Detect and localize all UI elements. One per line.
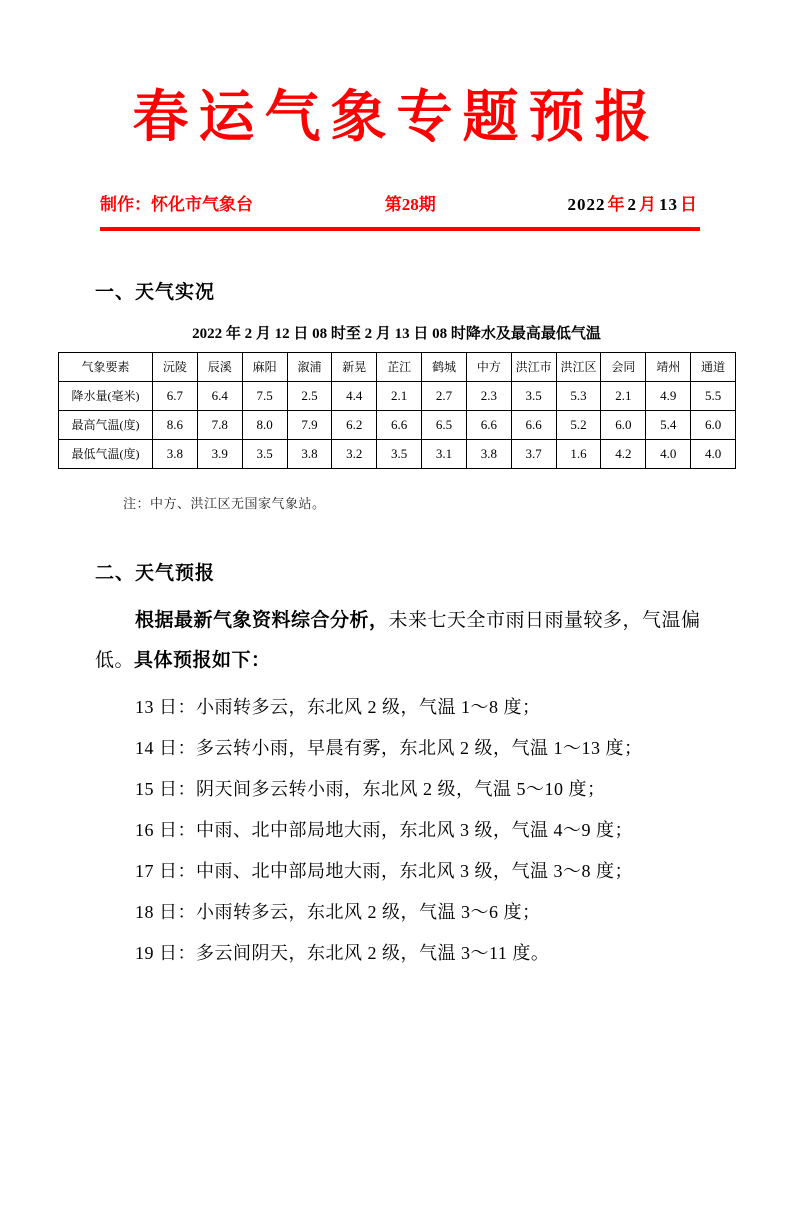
- table-value-cell: 4.0: [691, 439, 736, 468]
- section2-heading: 二、天气预报: [95, 562, 216, 584]
- table-value-cell: 4.9: [646, 381, 691, 410]
- row-label: 最高气温(度): [59, 410, 153, 439]
- producer-label: 制作：怀化市气象台: [100, 194, 253, 214]
- table-value-cell: 4.4: [332, 381, 377, 410]
- table-station-header: 靖州: [646, 352, 691, 381]
- table-station-header: 麻阳: [242, 352, 287, 381]
- table-value-cell: 2.7: [422, 381, 467, 410]
- document-page: [0, 88, 793, 1210]
- table-value-cell: 8.0: [242, 410, 287, 439]
- table-station-header: 中方: [466, 352, 511, 381]
- table-value-cell: 3.5: [242, 439, 287, 468]
- table-value-cell: 2.1: [377, 381, 422, 410]
- table-value-cell: 6.6: [377, 410, 422, 439]
- table-value-cell: 6.2: [332, 410, 377, 439]
- table-station-header: 溆浦: [287, 352, 332, 381]
- date-day-unit: 日: [680, 194, 698, 214]
- forecast-line-14: 14 日：多云转小雨，早晨有雾，东北风 2 级，气温 1～13 度；: [135, 737, 643, 758]
- issue-number: 第28期: [384, 194, 436, 214]
- table-value-cell: 2.3: [466, 381, 511, 410]
- forecast-list: [135, 693, 793, 968]
- table-value-cell: 4.2: [601, 439, 646, 468]
- table-corner-header: 气象要素: [59, 352, 153, 381]
- forecast-line-17: 17 日：中雨、北中部局地大雨，东北风 3 级，气温 3～8 度；: [135, 860, 633, 881]
- table-value-cell: 1.6: [556, 439, 601, 468]
- date-year-unit: 年: [607, 194, 626, 214]
- table-row: [59, 381, 736, 410]
- date-month-unit: 月: [639, 194, 657, 214]
- table-footnote: 注：中方、洪江区无国家气象站。: [123, 495, 326, 511]
- date-year: 2022: [567, 194, 606, 214]
- date-day: 13: [659, 194, 678, 214]
- document-header: [100, 190, 700, 231]
- table-station-header: 鹤城: [422, 352, 467, 381]
- forecast-line-13: 13 日：小雨转多云，东北风 2 级，气温 1～8 度；: [135, 696, 541, 717]
- forecast-line-16: 16 日：中雨、北中部局地大雨，东北风 3 级，气温 4～9 度；: [135, 819, 633, 840]
- table-value-cell: 5.4: [646, 410, 691, 439]
- table-value-cell: 5.3: [556, 381, 601, 410]
- table-value-cell: 5.2: [556, 410, 601, 439]
- intro-bold-1: 根据最新气象资料综合分析，: [135, 609, 389, 631]
- table-value-cell: 3.8: [287, 439, 332, 468]
- table-value-cell: 7.9: [287, 410, 332, 439]
- table-value-cell: 6.6: [466, 410, 511, 439]
- table-station-header: 洪江区: [556, 352, 601, 381]
- issue-date: [568, 190, 701, 215]
- table-row: [59, 439, 736, 468]
- table-value-cell: 6.7: [153, 381, 198, 410]
- table-value-cell: 2.1: [601, 381, 646, 410]
- document-title: 春运气象专题预报: [132, 87, 661, 149]
- forecast-intro: [95, 601, 701, 681]
- table-value-cell: 3.8: [466, 439, 511, 468]
- table-value-cell: 6.5: [422, 410, 467, 439]
- weather-observation-table: [58, 352, 736, 469]
- table-station-header: 辰溪: [197, 352, 242, 381]
- table-value-cell: 6.4: [197, 381, 242, 410]
- table-value-cell: 7.8: [197, 410, 242, 439]
- table-value-cell: 3.2: [332, 439, 377, 468]
- table-station-header: 芷江: [377, 352, 422, 381]
- table-header-row: [59, 352, 736, 381]
- table-value-cell: 8.6: [153, 410, 198, 439]
- table-station-header: 会同: [601, 352, 646, 381]
- date-month: 2: [627, 194, 637, 214]
- table-value-cell: 3.7: [511, 439, 556, 468]
- table-station-header: 新晃: [332, 352, 377, 381]
- row-label: 最低气温(度): [59, 439, 153, 468]
- table-value-cell: 3.5: [377, 439, 422, 468]
- table-value-cell: 7.5: [242, 381, 287, 410]
- table-station-header: 通道: [691, 352, 736, 381]
- table-value-cell: 3.9: [197, 439, 242, 468]
- intro-bold-2: 具体预报如下：: [134, 649, 271, 671]
- table-station-header: 洪江市: [511, 352, 556, 381]
- forecast-line-15: 15 日：阴天间多云转小雨，东北风 2 级，气温 5～10 度；: [135, 778, 606, 799]
- table-value-cell: 3.1: [422, 439, 467, 468]
- table-value-cell: 5.5: [691, 381, 736, 410]
- section1-heading: 一、天气实况: [95, 281, 216, 303]
- table-value-cell: 3.5: [511, 381, 556, 410]
- table-value-cell: 3.8: [153, 439, 198, 468]
- table-value-cell: 2.5: [287, 381, 332, 410]
- table-value-cell: 6.0: [691, 410, 736, 439]
- forecast-line-18: 18 日：小雨转多云，东北风 2 级，气温 3～6 度；: [135, 901, 541, 922]
- table-title: 2022 年 2 月 12 日 08 时至 2 月 13 日 08 时降水及最高最低气温: [192, 325, 601, 342]
- table-value-cell: 6.6: [511, 410, 556, 439]
- intro-normal: 未来七天全市雨日雨量较多，气温偏低。: [95, 609, 701, 671]
- table-value-cell: 6.0: [601, 410, 646, 439]
- table-row: [59, 410, 736, 439]
- table-station-header: 沅陵: [153, 352, 198, 381]
- row-label: 降水量(毫米): [59, 381, 153, 410]
- forecast-line-19: 19 日：多云间阴天，东北风 2 级，气温 3～11 度。: [135, 942, 550, 963]
- table-value-cell: 4.0: [646, 439, 691, 468]
